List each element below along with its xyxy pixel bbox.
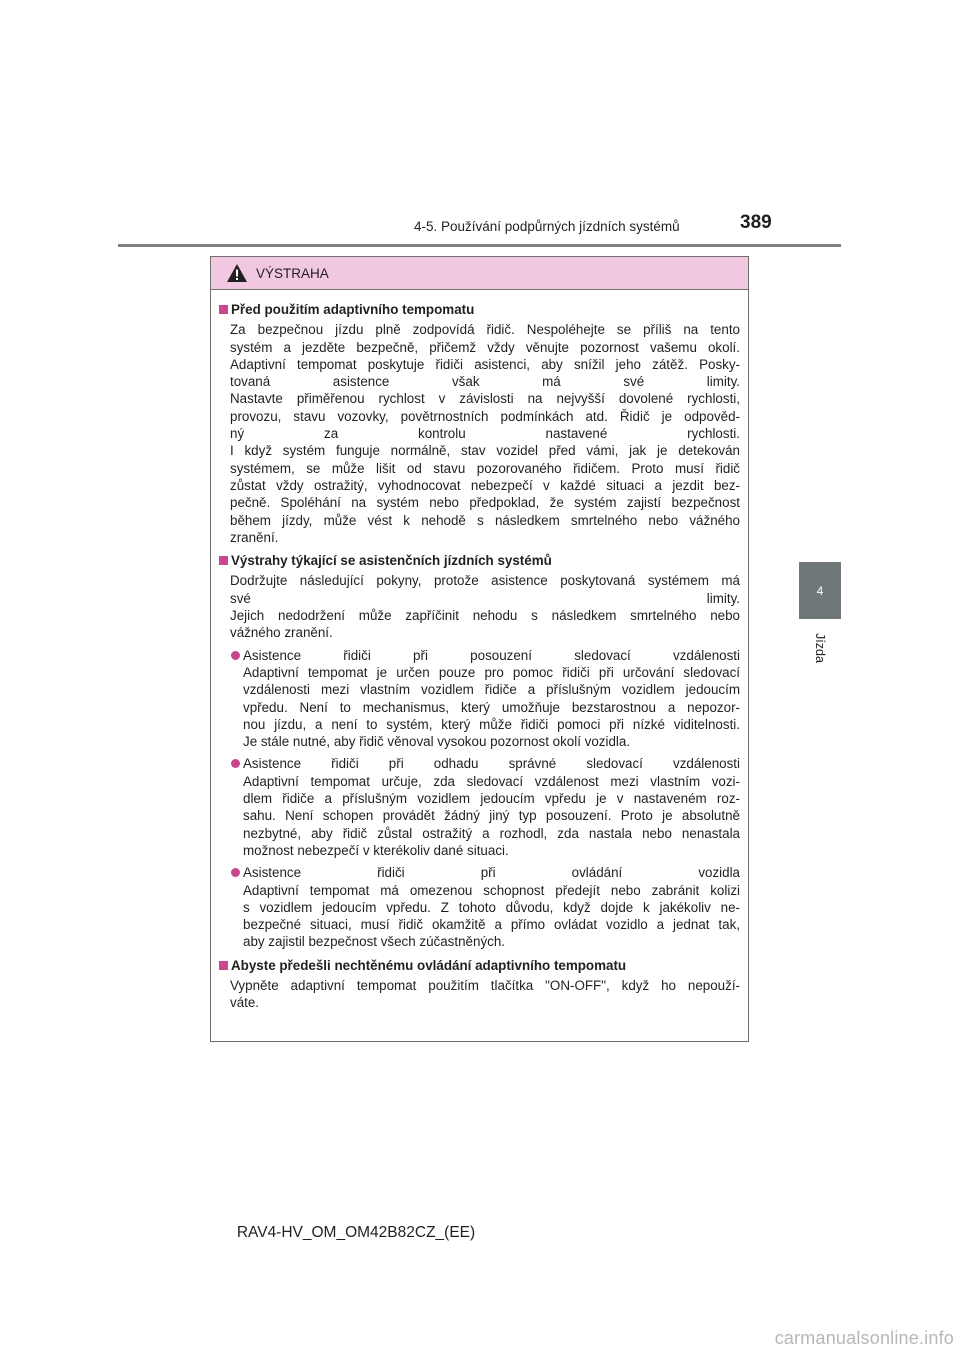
text-line: Je stále nutné, aby řidič věnoval vysokou pozornost okolí vozidla. bbox=[243, 734, 631, 750]
text-line: ný za kontrolu nastavené rychlosti. bbox=[230, 426, 740, 442]
text-line: možnost nebezpečí v kterékoliv dané situaci. bbox=[243, 842, 509, 858]
text-line: I když systém funguje normálně, stav vozidel před vámi, jak je detekován bbox=[230, 443, 740, 459]
bullet-item bbox=[231, 647, 740, 751]
section-heading-text: Abyste předešli nechtěnému ovládání adaptivního tempomatu bbox=[231, 957, 627, 973]
text-line: s vozidlem jedoucím vpředu. Z tohoto důvodu, když dojde k jakékoliv ne- bbox=[243, 899, 740, 915]
text-line: Za bezpečnou jízdu plně zodpovídá řidič. Nespoléhejte se příliš na tento bbox=[230, 322, 740, 338]
text-line: sahu. Není schopen provádět žádný jiný typ posouzení. Proto je absolutně bbox=[243, 808, 740, 824]
warning-section bbox=[219, 552, 740, 951]
warning-title: VÝSTRAHA bbox=[256, 265, 329, 281]
header-rule bbox=[118, 244, 841, 247]
text-line: Adaptivní tempomat má omezenou schopnost předejít nebo zabránit kolizi bbox=[243, 882, 740, 898]
warning-header bbox=[211, 257, 748, 290]
text-line: tovaná asistence však má své limity. bbox=[230, 374, 740, 390]
section-heading bbox=[219, 957, 740, 974]
warning-box bbox=[210, 256, 749, 1042]
bullet-text bbox=[243, 864, 740, 950]
circle-bullet-icon bbox=[231, 759, 240, 768]
section-paragraph bbox=[230, 572, 740, 641]
text-line: Asistence řidiči při odhadu správné sledovací vzdálenosti bbox=[243, 756, 740, 772]
page-number: 389 bbox=[740, 212, 772, 233]
footer-code-text: RAV4-HV_OM_OM42B82CZ_(EE) bbox=[236, 1224, 476, 1241]
section-paragraph bbox=[230, 977, 740, 1012]
section-heading bbox=[219, 552, 740, 569]
text-line: aby zajistil bezpečnost všech zúčastněných. bbox=[243, 934, 506, 950]
section-heading-text: Před použitím adaptivního tempomatu bbox=[231, 302, 475, 317]
bullet-text bbox=[243, 755, 740, 859]
chapter-tab: 4 bbox=[799, 562, 841, 619]
text-line: provozu, stavu vozovky, povětrnostních podmínkách atd. Řidič je odpověd- bbox=[230, 408, 740, 424]
watermark: carmanualsonline.info bbox=[774, 1328, 954, 1348]
text-line: Asistence řidiči při ovládání vozidla bbox=[243, 865, 740, 881]
text-line: Nastavte přiměřenou rychlost v závislosti na nejvyšší dovolené rychlosti, bbox=[230, 391, 740, 407]
chapter-label bbox=[799, 620, 841, 675]
chapter-label-text: Jízda bbox=[812, 632, 827, 663]
section-heading bbox=[219, 301, 740, 318]
text-line: nezbytné, aby řidič zůstal ostražitý a rozhodl, zda nastala nebo nenastala bbox=[243, 825, 740, 841]
warning-section bbox=[219, 957, 740, 1012]
text-line: dlem řidiče a příslušným vozidlem jedoucím vpředu je v nastaveném roz- bbox=[243, 791, 740, 807]
text-line: Vypněte adaptivní tempomat použitím tlačítka "ON-OFF", když ho nepouží- bbox=[230, 977, 740, 993]
text-line: nou jízdu, a není to systém, který může řidiči pomoci při nízké viditelnosti. bbox=[243, 716, 740, 732]
circle-bullet-icon bbox=[231, 651, 240, 660]
text-line: zůstat vždy ostražitý, vyhodnocovat nebezpečí v každé situaci a jezdit bez- bbox=[230, 477, 740, 493]
text-line: své limity. bbox=[230, 590, 740, 606]
bullet-item bbox=[231, 864, 740, 950]
text-line: Adaptivní tempomat je určen pouze pro pomoc řidiči při určování sledovací bbox=[243, 664, 740, 680]
text-line: vzdálenosti mezi vlastním vozidlem řidiče a příslušným vozidlem jedoucím bbox=[243, 682, 740, 698]
text-line: Asistence řidiči při posouzení sledovací vzdálenosti bbox=[243, 647, 740, 663]
text-line: vážného zranění. bbox=[230, 625, 333, 641]
square-bullet-icon bbox=[219, 961, 228, 970]
header-section-title: 4-5. Používání podpůrných jízdních systémů bbox=[414, 219, 680, 234]
text-line: systém a jezděte bezpečně, přičemž vždy věnujte pozornost vašemu okolí. bbox=[230, 339, 740, 355]
text-line: bezpečné situaci, musí řidič okamžitě a přímo ovládat vozidlo a jednat tak, bbox=[243, 917, 740, 933]
text-line: Adaptivní tempomat poskytuje řidiči asistenci, aby snížil jeho zátěž. Posky- bbox=[230, 356, 740, 372]
section-heading-text: Výstrahy týkající se asistenčních jízdních systémů bbox=[231, 553, 552, 569]
text-line: systémem, se může lišit od stavu pozorovaného řidičem. Proto musí řidič bbox=[230, 460, 740, 476]
bullet-text bbox=[243, 647, 740, 751]
text-line: Dodržujte následující pokyny, protože asistence poskytovaná systémem má bbox=[230, 573, 740, 589]
warning-body bbox=[211, 290, 748, 1012]
text-line: Jejich nedodržení může zapříčinit nehodu s následkem smrtelného nebo bbox=[230, 608, 740, 624]
section-paragraph bbox=[230, 321, 740, 546]
warning-triangle-icon bbox=[226, 263, 248, 283]
text-line: během jízdy, může vést k nehodě s následkem smrtelného nebo vážného bbox=[230, 512, 740, 528]
square-bullet-icon bbox=[219, 305, 228, 314]
circle-bullet-icon bbox=[231, 868, 240, 877]
text-line: váte. bbox=[230, 995, 260, 1011]
text-line: vpředu. Není to mechanismus, který umožňuje bezstarostnou a nepozor- bbox=[243, 699, 740, 715]
footer-code bbox=[0, 1224, 960, 1242]
text-line: pečně. Spoléhání na systém nebo předpoklad, že systém zajistí bezpečnost bbox=[230, 495, 740, 511]
warning-section bbox=[219, 301, 740, 546]
text-line: zranění. bbox=[230, 529, 279, 545]
text-line: Adaptivní tempomat určuje, zda sledovací vzdálenost mezi vlastním vozi- bbox=[243, 773, 740, 789]
square-bullet-icon bbox=[219, 556, 228, 565]
bullet-item bbox=[231, 755, 740, 859]
